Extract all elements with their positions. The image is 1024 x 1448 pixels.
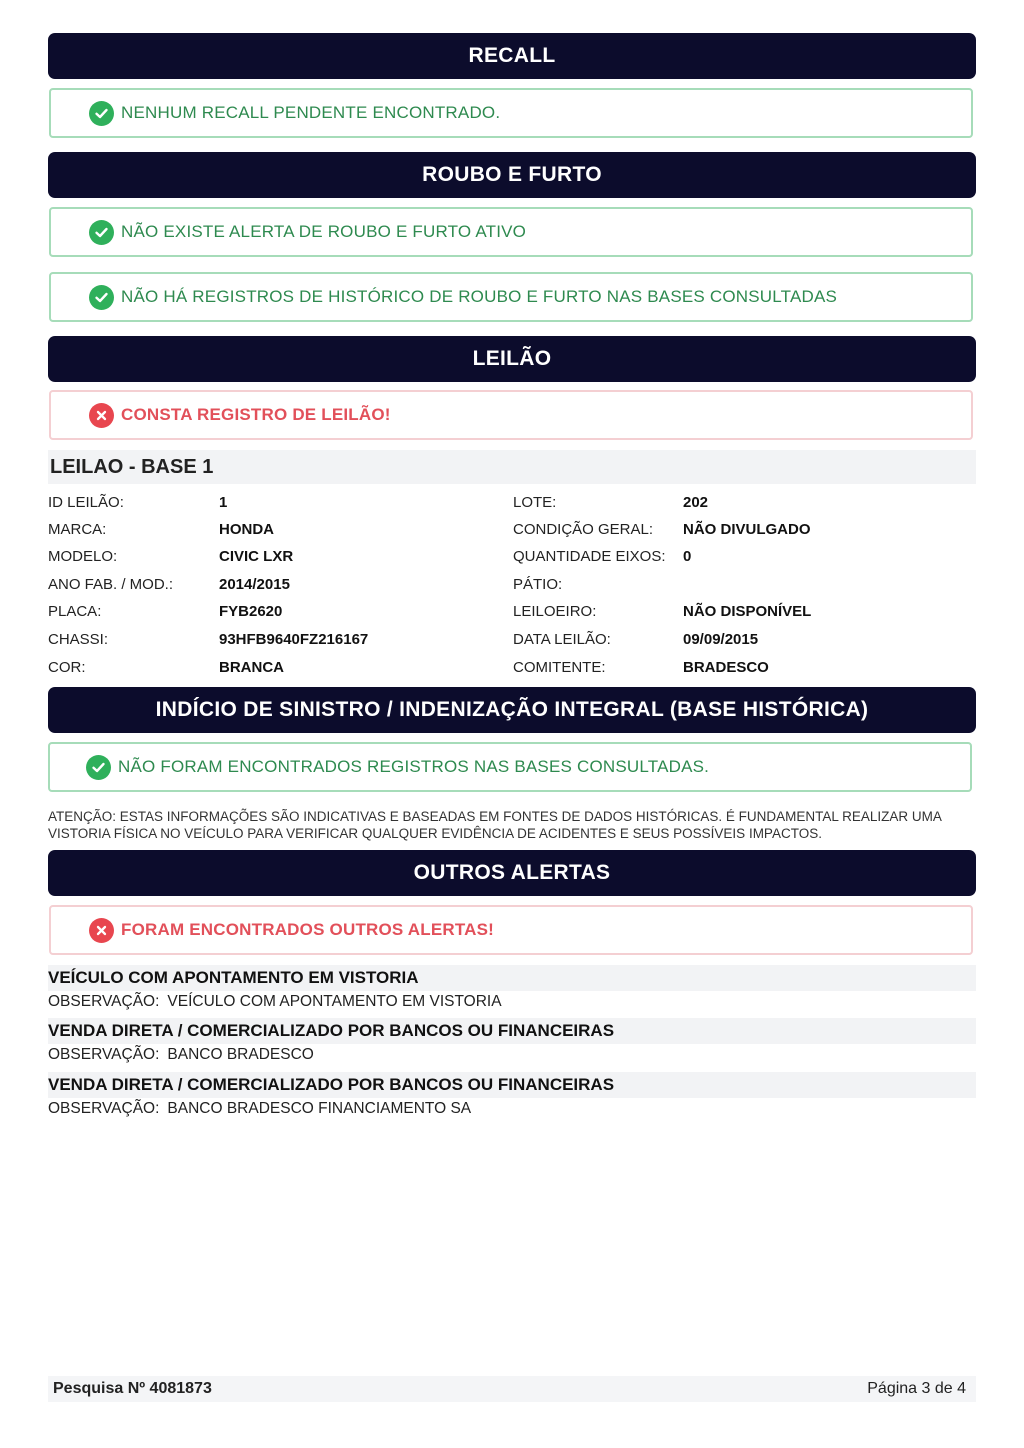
check-circle-icon	[89, 220, 114, 245]
roubo-alert-historico: NÃO HÁ REGISTROS DE HISTÓRICO DE ROUBO E FURTO NAS BASES CONSULTADAS	[49, 272, 973, 322]
check-circle-icon	[86, 755, 111, 780]
field-label: CONDIÇÃO GERAL:	[513, 521, 654, 538]
field-value: FYB2620	[219, 603, 283, 620]
field-label: ANO FAB. / MOD.:	[48, 576, 174, 593]
field-value: BRANCA	[219, 659, 284, 676]
field-label: MODELO:	[48, 548, 118, 565]
field-label: CHASSI:	[48, 631, 109, 648]
outro-alerta-heading: VEÍCULO COM APONTAMENTO EM VISTORIA	[48, 965, 976, 991]
field-label: QUANTIDADE EIXOS:	[513, 548, 666, 565]
field-label: DATA LEILÃO:	[513, 631, 611, 648]
outros-alert: FORAM ENCONTRADOS OUTROS ALERTAS!	[49, 905, 973, 955]
check-circle-icon	[89, 101, 114, 126]
field-label: ID LEILÃO:	[48, 494, 124, 511]
field-label: PÁTIO:	[513, 576, 563, 593]
field-value: 1	[219, 494, 228, 511]
field-value: NÃO DISPONÍVEL	[683, 603, 812, 620]
check-circle-icon	[89, 285, 114, 310]
outro-alerta-heading: VENDA DIRETA / COMERCIALIZADO POR BANCOS OU FINANCEIRAS	[48, 1072, 976, 1098]
field-label: COR:	[48, 659, 86, 676]
leilao-header: LEILÃO	[48, 336, 976, 382]
field-value: 09/09/2015	[683, 631, 759, 648]
field-value: 93HFB9640FZ216167	[219, 631, 369, 648]
error-x-icon	[89, 403, 114, 428]
page-footer	[48, 1376, 976, 1402]
field-value: 0	[683, 548, 692, 565]
field-value: NÃO DIVULGADO	[683, 521, 811, 538]
outro-alerta-heading: VENDA DIRETA / COMERCIALIZADO POR BANCOS OU FINANCEIRAS	[48, 1018, 976, 1044]
sinistro-header: INDÍCIO DE SINISTRO / INDENIZAÇÃO INTEGRAL (BASE HISTÓRICA)	[48, 687, 976, 733]
recall-header: RECALL	[48, 33, 976, 79]
field-value: 2014/2015	[219, 576, 290, 593]
field-label: LOTE:	[513, 494, 557, 511]
leilao-base-title: LEILAO - BASE 1	[48, 450, 976, 484]
field-label: MARCA:	[48, 521, 107, 538]
roubo-alert-ativo: NÃO EXISTE ALERTA DE ROUBO E FURTO ATIVO	[49, 207, 973, 257]
field-label: LEILOEIRO:	[513, 603, 597, 620]
sinistro-alert: NÃO FORAM ENCONTRADOS REGISTROS NAS BASES CONSULTADAS.	[48, 742, 972, 792]
outro-alerta-observacao: OBSERVAÇÃO: BANCO BRADESCO FINANCIAMENTO SA	[48, 1100, 472, 1117]
field-value: 202	[683, 494, 709, 511]
outros-alertas-header: OUTROS ALERTAS	[48, 850, 976, 896]
sinistro-note: ATENÇÃO: ESTAS INFORMAÇÕES SÃO INDICATIVAS E BASEADAS EM FONTES DE DADOS HISTÓRICAS. É FUNDAMENTAL REALIZAR UMA VISTORIA FÍSICA NO VEÍCULO PARA VERIFICAR QUALQUER EVIDÊNCIA DE ACIDENTES E SEUS POSSÍVEIS IMPACTOS.	[48, 809, 942, 841]
error-x-icon	[89, 918, 114, 943]
outro-alerta-observacao: OBSERVAÇÃO: BANCO BRADESCO	[48, 1046, 314, 1063]
roubo-furto-header: ROUBO E FURTO	[48, 152, 976, 198]
outro-alerta-observacao: OBSERVAÇÃO: VEÍCULO COM APONTAMENTO EM VISTORIA	[48, 993, 502, 1010]
page-number: Página 3 de 4	[867, 1380, 966, 1397]
pesquisa-number: Pesquisa Nº 4081873	[53, 1380, 212, 1397]
field-label: COMITENTE:	[513, 659, 606, 676]
leilao-alert: CONSTA REGISTRO DE LEILÃO!	[49, 390, 973, 440]
field-value: HONDA	[219, 521, 274, 538]
recall-alert: NENHUM RECALL PENDENTE ENCONTRADO.	[49, 88, 973, 138]
field-value: BRADESCO	[683, 659, 769, 676]
field-label: PLACA:	[48, 603, 102, 620]
field-value: CIVIC LXR	[219, 548, 294, 565]
